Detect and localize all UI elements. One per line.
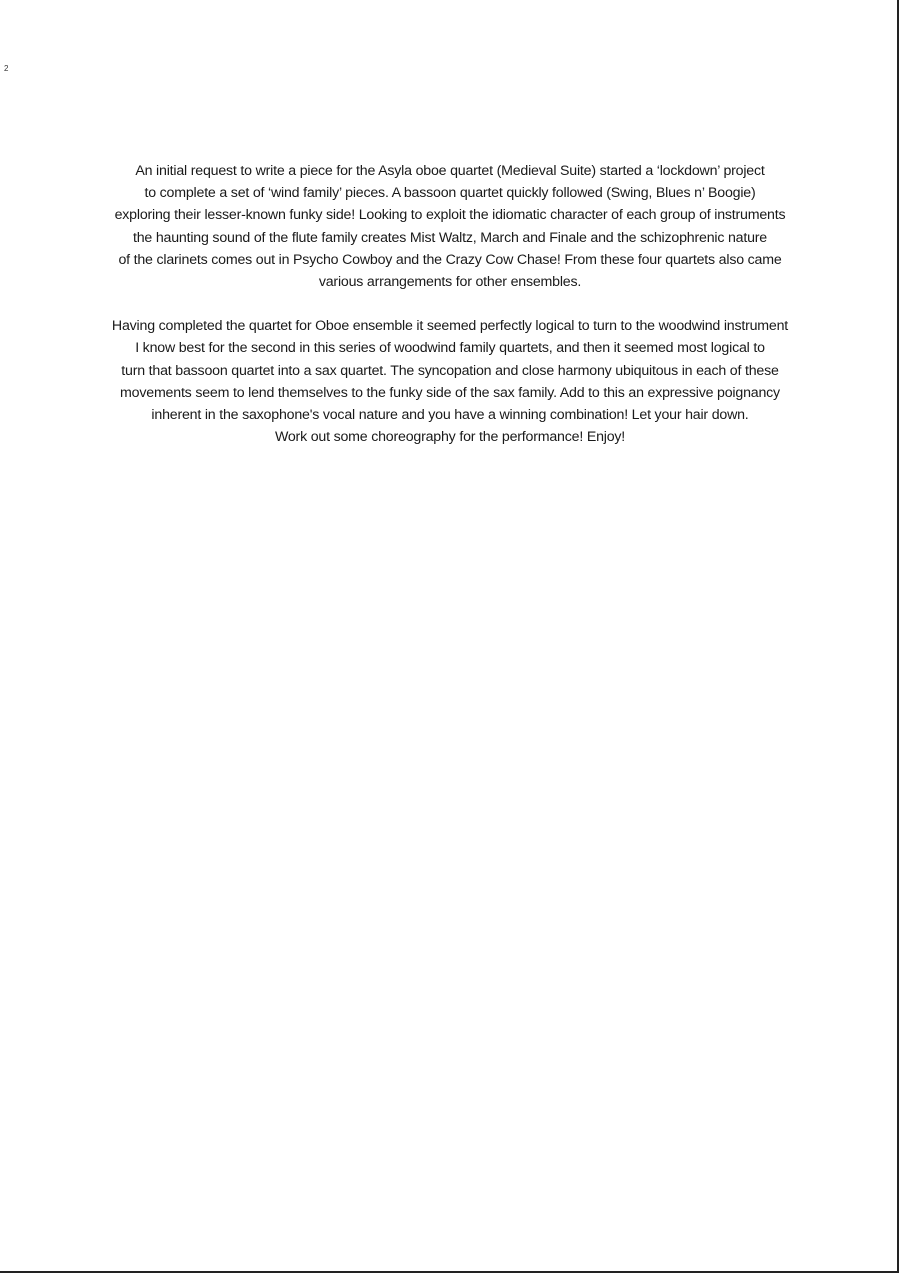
text-line: An initial request to write a piece for the Asyla oboe quartet (Medieval Suite) started a ‘lockdown’ project — [135, 163, 765, 179]
text-line: various arrangements for other ensembles. — [318, 274, 582, 291]
text-line: turn that bassoon quartet into a sax quartet. The syncopation and close harmony ubiquitous in each of these — [121, 362, 779, 379]
text-line: inherent in the saxophone's vocal nature and you have a winning combination! Let your hair down. — [151, 407, 749, 424]
text-line: Work out some choreography for the performance! Enjoy! — [274, 429, 626, 446]
paragraph-sax-quartet — [20, 315, 880, 448]
text-line: Having completed the quartet for Oboe ensemble it seemed perfectly logical to turn to the woodwind instrument — [111, 318, 789, 335]
text-line: I know best for the second in this series of woodwind family quartets, and then it seemed most logical to — [135, 340, 765, 357]
body-text — [20, 160, 880, 470]
text-line: of the clarinets comes out in Psycho Cowboy and the Crazy Cow Chase! From these four quartets also came — [118, 251, 782, 268]
page-number: 2 — [4, 64, 9, 73]
text-line: movements seem to lend themselves to the funky side of the sax family. Add to this an expressive poignancy — [120, 384, 780, 401]
text-line: to complete a set of ‘wind family’ pieces. A bassoon quartet quickly followed (Swing, Blues n’ Boogie) — [144, 185, 756, 202]
paragraph-intro — [20, 160, 880, 293]
text-line: the haunting sound of the flute family creates Mist Waltz, March and Finale and the schizophrenic nature — [132, 229, 767, 246]
text-line: exploring their lesser-known funky side! Looking to exploit the idiomatic character of each group of instruments — [114, 207, 786, 224]
